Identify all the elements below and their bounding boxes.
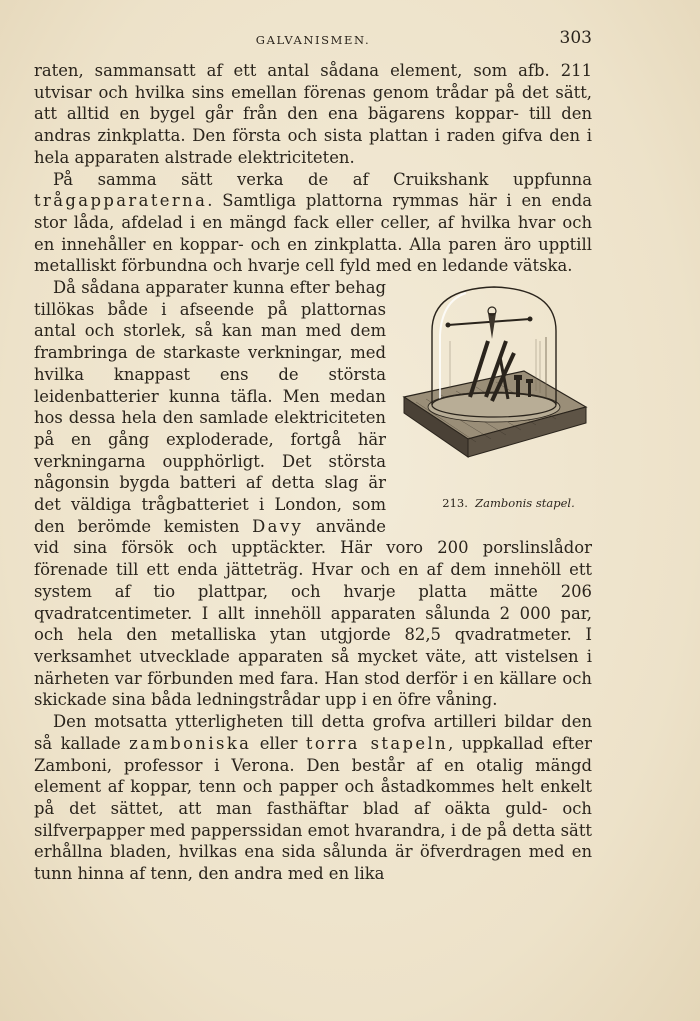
figure-caption	[406, 493, 592, 515]
paragraph-3: 213. Zambonis stapel. Då sådana apparater kunna efter behag tillökas både i afseende på plattornas antal och storlek, så kan man med dem frambringa de starkaste verkningar, med hvilka knappast ens de största leidenbatterier kunna täfla. Men medan hos dessa hela den samlade elektriciteten på en gång exploderade, fortgå här verkningarna oupphörligt. Det största någonsin bygda batteri af detta slag är det väldiga trågbatteriet i London, som den berömde kemisten Davy använde vid sina försök och upptäckter. Här voro 200 porslinslådor förenade till ett enda jätteträg. Hvar och en af dem innehöll ett system af tio plattpar, och hvarje platta mätte 206 qvadratcentimeter. I allt innehöll apparaten sålunda 2 000 par, och hela den metalliska ytan utgjorde 82,5 qvadratmeter. I verksamhet utvecklade apparaten så mycket väte, att vistelsen i närheten var förbunden med fara. Han stod derför i en källare och skickade sina båda ledningstrådar upp i en öfre våning.	[34, 278, 592, 710]
spaced-term: zamboniska	[129, 733, 252, 753]
figure-zambonis-stapel	[396, 279, 592, 519]
figure-title: Zambonis stapel.	[475, 496, 575, 511]
name-davy: Davy	[252, 516, 304, 536]
body-text	[34, 60, 592, 885]
running-head: GALVANISMEN.	[255, 33, 371, 47]
paragraph-2: På samma sätt verka de af Cruikshank uppfunna trågapparaterna. Samtliga plattorna rymmas här i en enda stor låda, afdelad i en mängd fack eller celler, af hvilka hvar och en innehåller en koppar- och en zinkplatta. Alla paren äro upptill metalliskt förbundna och hvarje cell fyld med en ledande vätska.	[34, 169, 592, 276]
spaced-term: trågapparaterna	[34, 191, 208, 211]
bell-jar-engraving-icon	[396, 279, 592, 491]
spaced-term: torra stapeln	[305, 733, 449, 753]
page-number: 303	[559, 28, 592, 48]
figure-number: 213.	[442, 496, 468, 511]
page-header	[34, 28, 592, 50]
paragraph-1: raten, sammansatt af ett antal sådana element, som afb. 211 utvisar och hvilka sins emellan förenas genom trådar på det sätt, att alltid en bygel går från den ena bägarens koppar- till den andras zinkplatta. Den första och sista plattan i raden gifva den i hela apparaten alstrade elektriciteten.	[34, 61, 592, 167]
paragraph-4: Den motsatta ytterligheten till detta grofva artilleri bildar den så kallade zamboniska eller torra stapeln, uppkallad efter Zamboni, professor i Verona. Den består af en otalig mängd element af koppar, tenn och papper och åstadkommes helt enkelt på det sättet, att man fasthäftar blad af oäkta guld- och silfverpapper med papperssidan emot hvarandra, i de på detta sätt erhållna bladen, hvilkas ena sida sålunda är öfverdragen med en tunn hinna af tenn, den andra med en lika	[34, 712, 592, 884]
